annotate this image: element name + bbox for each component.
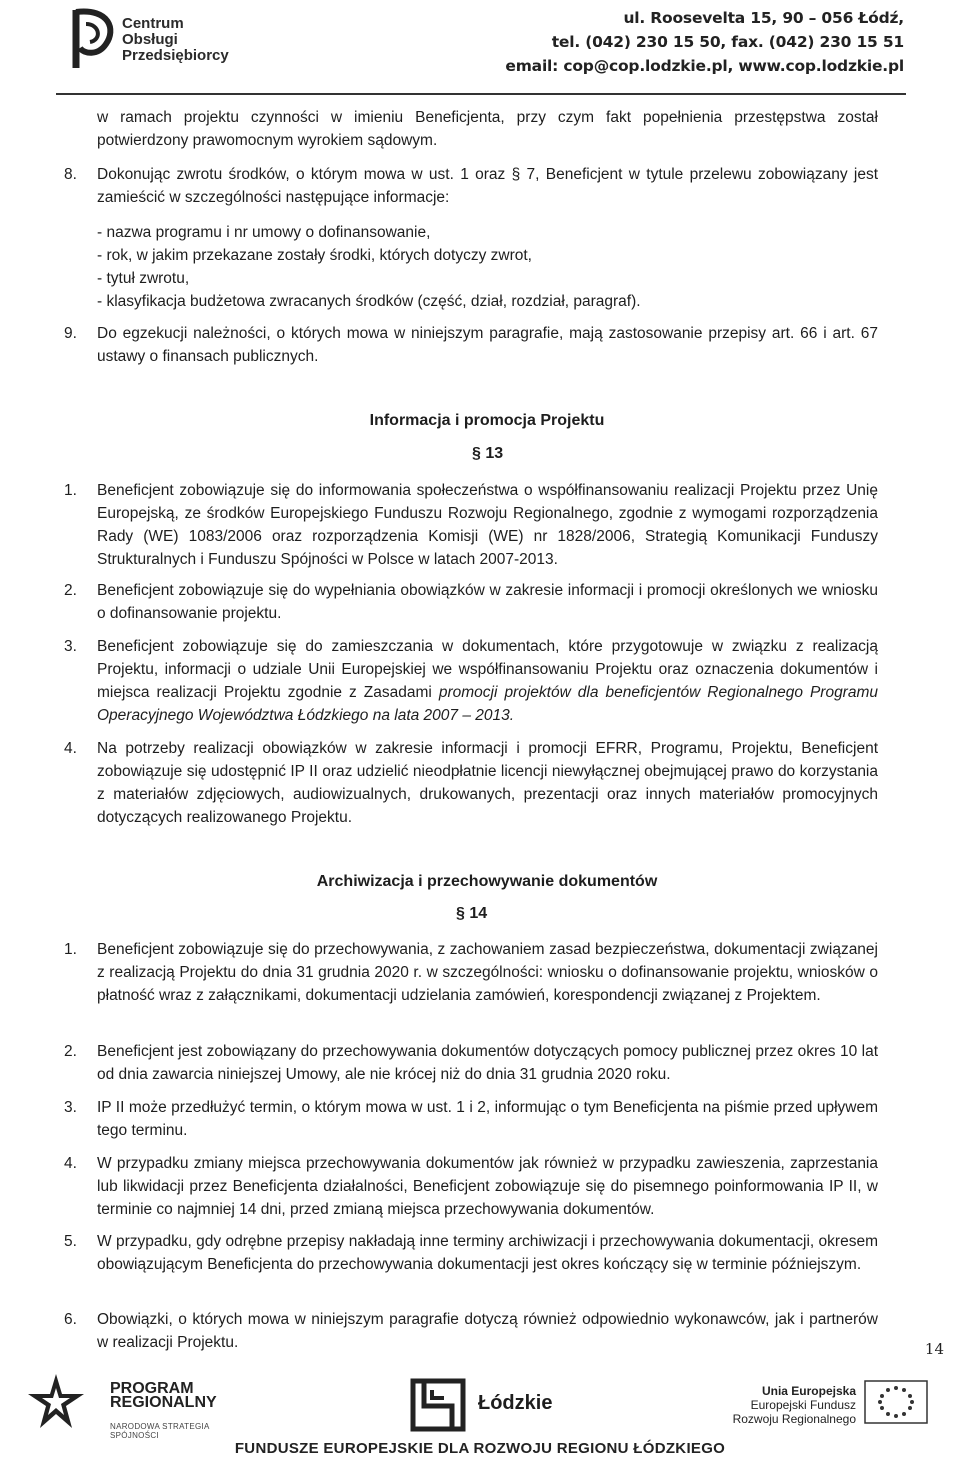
paragraph-number: § 14 (456, 905, 488, 922)
logo-line: Centrum (122, 15, 184, 32)
item-number: 5. (64, 1233, 77, 1250)
item-number: 1. (64, 941, 77, 958)
item-number: 3. (64, 638, 77, 655)
list-item: - tytuł zwrotu, (97, 270, 190, 287)
section-heading: Informacja i promocja Projektu (369, 412, 605, 429)
section-14-item-2: Beneficjent jest zobowiązany do przechowywania dokumentów dotyczących pomocy publicznej przez okres 10 lat od dnia zawarcia niniejszej Umowy, ale nie krócej niż do dnia 31 grudnia 2020 roku. (97, 1043, 878, 1083)
section-14-item-5: W przypadku, gdy odrębne przepisy nakładają inne terminy archiwizacji i przechowywania dokumentacji, okresem obowiązującym Beneficjenta do przechowywania dokumentacji jest okres kończący się w terminie późniejszym. (97, 1233, 878, 1273)
section-13-item-2: Beneficjent zobowiązuje się do wypełniania obowiązków w zakresie informacji i promocji określonych we wniosku o dofinansowanie projektu. (97, 582, 878, 622)
nss-star-icon (24, 1370, 88, 1434)
footer-title: FUNDUSZE EUROPEJSKIE DLA ROZWOJU REGIONU ŁÓDZKIEGO (234, 1440, 726, 1457)
item-8-text: Dokonując zwrotu środków, o którym mowa w ust. 1 oraz § 7, Beneficjent w tytule przelewu zobowiązany jest zamieścić w szczególności następujące informacje: (97, 166, 878, 206)
section-14-item-1: Beneficjent zobowiązuje się do przechowywania, z zachowaniem zasad bezpieczeństwa, dokumentacji związanej z realizacją Projektu do dnia 31 grudnia 2020 r. w szczególności: wniosku o dofinansowanie projektu, wniosków o płatność wraz z załącznikami, dokumentacji udzielania zamówień, korespondencji związanej z Projektem. (97, 941, 878, 1004)
section-heading: Archiwizacja i przechowywanie dokumentów (316, 873, 658, 890)
continuation-paragraph: w ramach projektu czynności w imieniu Beneficjenta, przy czym fakt popełnienia przestępstwa został potwierdzony prawomocnym wyrokiem sądowym. (97, 109, 878, 149)
header-address (505, 6, 904, 78)
contact-line: tel. (042) 230 15 50, fax. (042) 230 15 51 (551, 33, 904, 51)
logo-line: Przedsiębiorcy (122, 47, 229, 64)
address-line: ul. Roosevelta 15, 90 – 056 Łódź, (623, 9, 904, 27)
eu-flag-icon (864, 1380, 928, 1424)
item-italic-text: promocji projektów dla beneficjentów Regionalnego Programu Operacyjnego Województwa Łódzkiego na lata 2007 – 2013. (97, 684, 878, 724)
item-number: 4. (64, 1155, 77, 1172)
header-divider (56, 93, 906, 95)
item-9-text: Do egzekucji należności, o których mowa w niniejszym paragrafie, mają zastosowanie przepisy art. 66 i art. 67 ustawy o finansach publicznych. (97, 325, 878, 365)
paragraph-number: § 13 (472, 445, 504, 462)
list-item: - nazwa programu i nr umowy o dofinansowanie, (97, 224, 431, 241)
item-number: 4. (64, 740, 77, 757)
section-14-item-6: Obowiązki, o których mowa w niniejszym paragrafie dotyczą również odpowiednio wykonawców, jak i partnerów w realizacji Projektu. (97, 1311, 878, 1351)
program-line: PROGRAM (110, 1380, 194, 1397)
email-line: email: cop@cop.lodzkie.pl, www.cop.lodzkie.pl (505, 57, 904, 75)
item-number: 2. (64, 582, 77, 599)
lodzkie-text: Łódzkie (478, 1392, 553, 1414)
logo-line: Obsługi (122, 31, 178, 48)
cop-logo-icon (66, 4, 118, 72)
program-subtitle: NARODOWA STRATEGIA SPÓJNOŚCI (110, 1422, 210, 1440)
lodzkie-emblem-icon (410, 1378, 466, 1432)
program-line: REGIONALNY (110, 1394, 217, 1411)
eu-logo-text (706, 1384, 856, 1426)
section-13-item-1: Beneficjent zobowiązuje się do informowania społeczeństwa o współfinansowaniu realizacji Projektu przez Unię Europejską, ze środków Europejskiego Funduszu Rozwoju Regionalnego, zgodnie z wymogami rozporządzenia Rady (WE) 1083/2006 oraz rozporządzenia Komisji (WE) nr 1828/2006, Strategią Komunikacji Funduszy Strukturalnych i Funduszu Spójności w Polsce w latach 2007-2013. (97, 482, 878, 568)
page-header (0, 0, 960, 96)
eu-line: Rozwoju Regionalnego (732, 1412, 856, 1426)
item-number: 2. (64, 1043, 77, 1060)
item-number: 1. (64, 482, 77, 499)
item-number: 8. (64, 166, 77, 183)
lodzkie-logo (410, 1374, 560, 1434)
footer-logos (0, 1368, 960, 1438)
item-number: 3. (64, 1099, 77, 1116)
section-13-item-3 (97, 635, 878, 727)
item-number: 9. (64, 325, 77, 342)
cop-logo-text (122, 16, 229, 64)
list-item: - klasyfikacja budżetowa zwracanych środków (część, dział, rozdział, paragraf). (97, 293, 641, 310)
item-text: Beneficjent zobowiązuje się do zamieszczania w dokumentach, które przygotowuje w związku z realizacją Projektu, informacji o udziale Unii Europejskiej we współfinansowaniu Projektu oraz oznaczenia dokumentów i miejsca realizacji Projektu zgodnie z Zasadami (97, 638, 878, 701)
page-number: 14 (924, 1340, 944, 1358)
section-13-item-4: Na potrzeby realizacji obowiązków w zakresie informacji i promocji EFRR, Programu, Projektu, Beneficjent zobowiązuje się udostępnić IP II oraz udzielić nieodpłatnie licencji niewyłącznej obejmującej prawo do korzystania z materiałów zdjęciowych, audiowizualnych, drukowanych, prezentacji oraz innych materiałów promocyjnych dotyczących realizowanego Projektu. (97, 740, 878, 826)
program-logo-text (110, 1382, 217, 1410)
section-14-item-3: IP II może przedłużyć termin, o którym mowa w ust. 1 i 2, informując o tym Beneficjenta na piśmie przed upływem tego terminu. (97, 1099, 878, 1139)
eu-line: Unia Europejska (761, 1384, 856, 1398)
eu-line: Europejski Fundusz (750, 1398, 856, 1412)
item-number: 6. (64, 1311, 77, 1328)
list-item: - rok, w jakim przekazane zostały środki, których dotyczy zwrot, (97, 247, 532, 264)
program-regionalny-logo (24, 1368, 244, 1440)
section-14-item-4: W przypadku zmiany miejsca przechowywania dokumentów jak również w przypadku zawieszenia, zaprzestania lub likwidacji przez Beneficjenta działalności, Beneficjent zobowiązuje się do pisemnego poinformowania IP II, w terminie co najmniej 14 dni, przed zmianą miejsca przechowywania dokumentów. (97, 1155, 878, 1218)
